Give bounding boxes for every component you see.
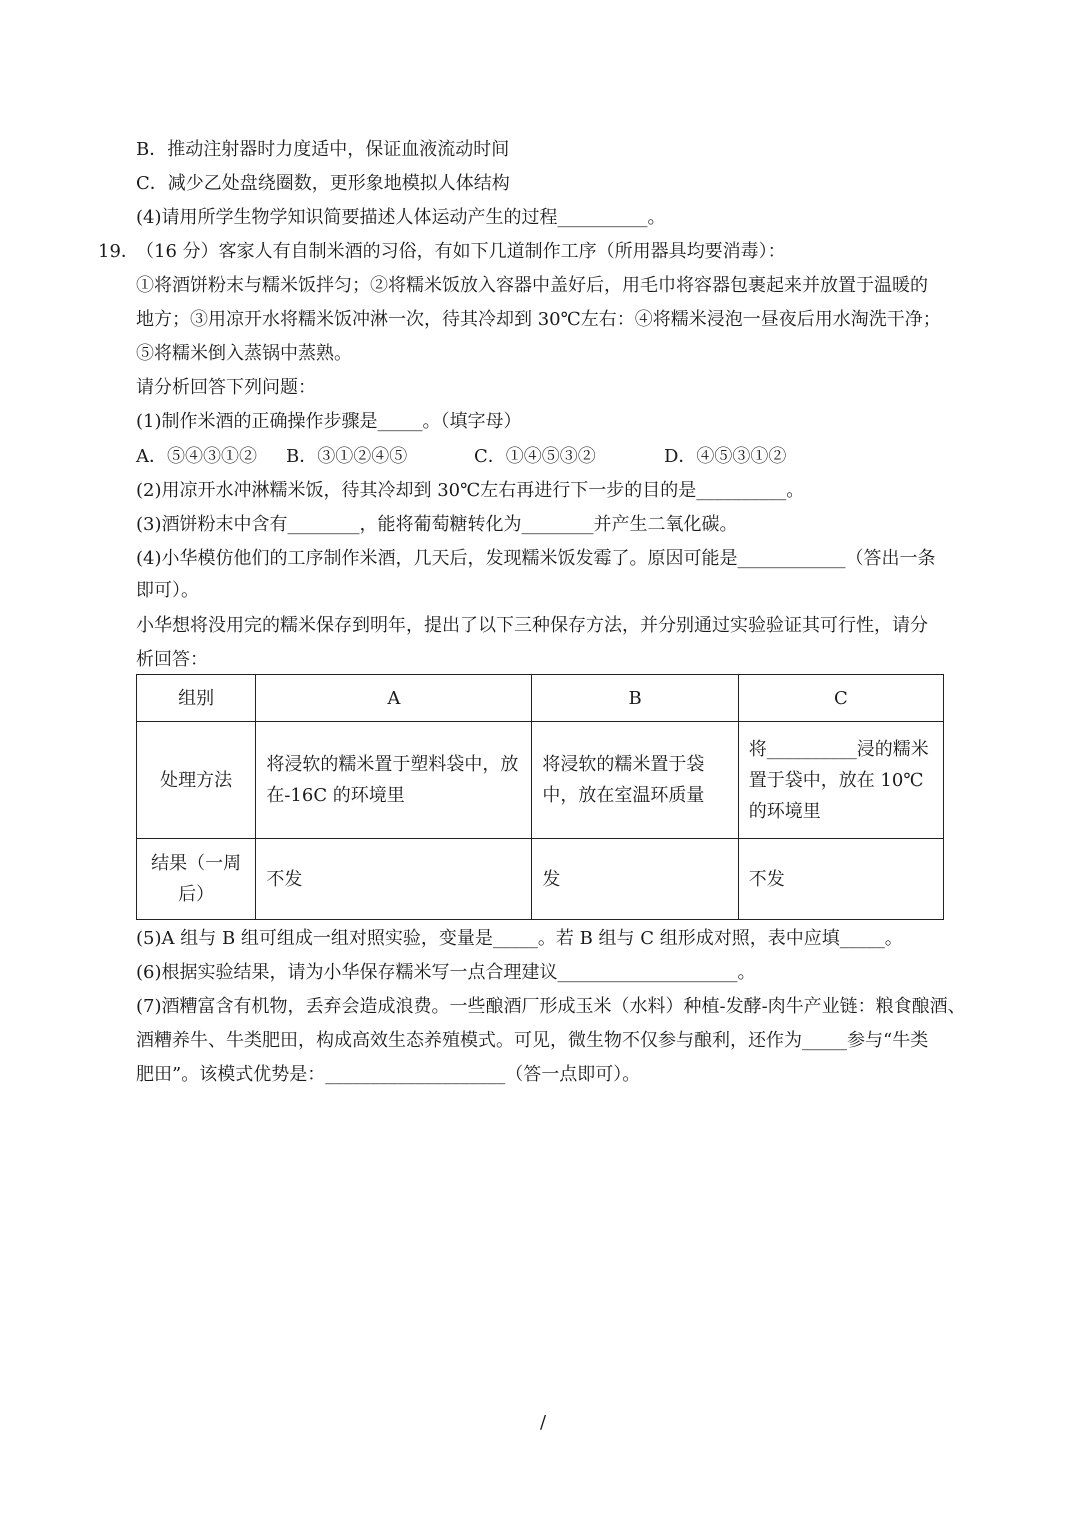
option-b: B．推动注射器时力度适中，保证血液流动时间 (136, 139, 510, 160)
table-row-method (137, 722, 944, 839)
header-c: C (738, 675, 943, 722)
question-1: (1)制作米酒的正确操作步骤是_____。（填字母） (136, 411, 522, 432)
method-c: 将__________浸的糯米置于袋中，放在 10℃的环境里 (738, 722, 943, 839)
option-c: C．减少乙处盘绕圈数，更形象地模拟人体结构 (136, 173, 510, 194)
table-header-row (137, 675, 944, 722)
result-label: 结果（一周后） (137, 839, 256, 920)
result-c: 不发 (738, 839, 943, 920)
prompt: 请分析回答下列问题： (136, 377, 316, 398)
storage-line-1: 小华想将没用完的糯米保存到明年，提出了以下三种保存方法，并分别通过实验验证其可行性，请分 (136, 615, 928, 636)
question-5: (5)A 组与 B 组可组成一组对照实验，变量是_____。若 B 组与 C 组形成对照，表中应填_____。 (136, 928, 903, 949)
question-19-number: 19． (98, 241, 139, 262)
header-a: A (256, 675, 532, 722)
steps-line-3: ⑤将糯米倒入蒸锅中蒸熟。 (136, 343, 352, 364)
question-3: (3)酒饼粉末中含有________，能将葡萄糖转化为________并产生二氧化碳。 (136, 514, 738, 535)
result-b: 发 (532, 839, 738, 920)
method-label: 处理方法 (137, 722, 256, 839)
option-c-choice: C．①④⑤③② (474, 446, 596, 467)
question-6: (6)根据实验结果，请为小华保存糯米写一点合理建议____________________。 (136, 962, 756, 983)
question-1-options (136, 444, 986, 470)
steps-line-2: 地方；③用凉开水将糯米饭冲淋一次，待其冷却到 30℃左右：④将糯米浸泡一昼夜后用水淘洗干净； (136, 309, 941, 330)
option-a: A．⑤④③①② (136, 446, 257, 467)
header-b: B (532, 675, 738, 722)
question-7-line-2: 酒糟养牛、牛类肥田，构成高效生态养殖模式。可见，微生物不仅参与酿利，还作为_____参与“牛类 (136, 1030, 929, 1051)
method-a: 将浸软的糯米置于塑料袋中，放在-16C 的环境里 (256, 722, 532, 839)
option-d: D．④⑤③①② (664, 446, 787, 467)
experiment-table (136, 674, 944, 920)
question-18-4: (4)请用所学生物学知识简要描述人体运动产生的过程__________。 (136, 207, 666, 228)
steps-line-1: ①将酒饼粉末与糯米饭拌匀；②将糯米饭放入容器中盖好后，用毛巾将容器包裹起来并放置于温暖的 (136, 275, 928, 296)
header-group: 组别 (137, 675, 256, 722)
option-b-choice: B．③①②④⑤ (286, 446, 408, 467)
result-a: 不发 (256, 839, 532, 920)
page-mark: / (540, 1412, 547, 1433)
question-7-line-1: (7)酒糟富含有机物，丢弃会造成浪费。一些酿酒厂形成玉米（水料）种植-发酵-肉牛产业链：粮食酿酒、 (136, 996, 966, 1017)
question-4-line-2: 即可）。 (136, 580, 199, 601)
table-row-result (137, 839, 944, 920)
question-2: (2)用凉开水冲淋糯米饭，待其冷却到 30℃左右再进行下一步的目的是__________。 (136, 480, 805, 501)
question-19-intro: （16 分）客家人有自制米酒的习俗，有如下几道制作工序（所用器具均要消毒）： (136, 241, 786, 262)
question-7-line-3: 肥田”。该模式优势是：____________________（答一点即可）。 (136, 1064, 641, 1085)
question-4-line-1: (4)小华模仿他们的工序制作米酒，几天后，发现糯米饭发霉了。原因可能是____________（答出一条 (136, 548, 936, 569)
method-b: 将浸软的糯米置于袋中，放在室温环质量 (532, 722, 738, 839)
storage-line-2: 析回答： (136, 649, 208, 670)
